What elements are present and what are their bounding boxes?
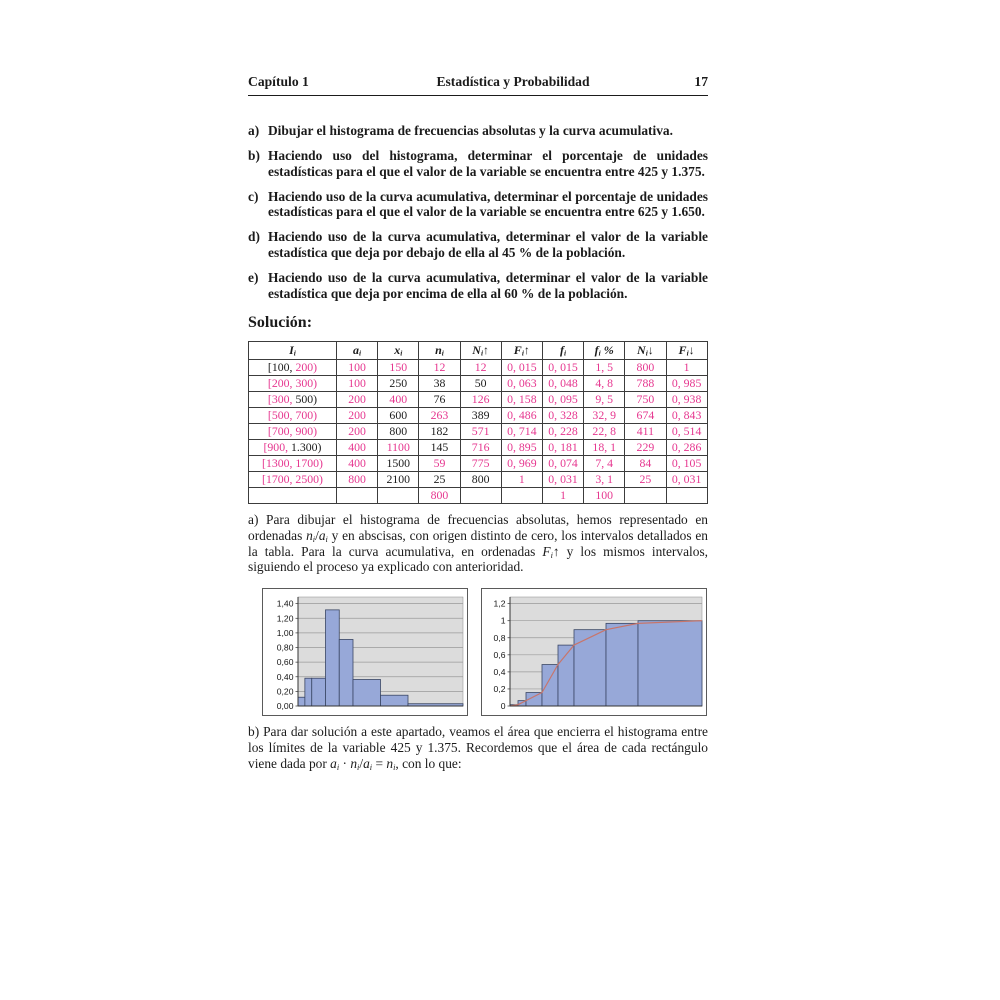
table-cell xyxy=(501,488,542,504)
table-cell: [500, 700) xyxy=(249,408,337,424)
column-header: $f_i$ % xyxy=(584,342,625,360)
table-cell: 0, 328 xyxy=(542,408,583,424)
table-cell: 250 xyxy=(378,376,419,392)
frequency-table xyxy=(248,341,708,504)
table-cell: 12 xyxy=(419,360,460,376)
table-cell: 145 xyxy=(419,440,460,456)
y-tick-label: 0 xyxy=(500,701,506,712)
table-cell: 0, 063 xyxy=(501,376,542,392)
table-cell: 0, 228 xyxy=(542,424,583,440)
table-cell: [300, 500) xyxy=(249,392,337,408)
table-cell: 22, 8 xyxy=(584,424,625,440)
table-cell: [700, 900) xyxy=(249,424,337,440)
histogram-bar xyxy=(305,678,312,706)
table-cell: 38 xyxy=(419,376,460,392)
item-text: Haciendo uso de la curva acumulativa, determinar el valor de la variable estadística que deja por encima de ella al 60 % de la población. xyxy=(268,270,708,301)
table-cell: 0, 031 xyxy=(666,472,707,488)
table-cell: 0, 969 xyxy=(501,456,542,472)
table-cell: 0, 895 xyxy=(501,440,542,456)
table-cell: 600 xyxy=(378,408,419,424)
cumulative-curve-chart-svg xyxy=(482,589,706,715)
y-tick-label: 0,80 xyxy=(276,642,294,653)
table-cell: 788 xyxy=(625,376,666,392)
table-cell: [100, 200) xyxy=(249,360,337,376)
table-cell: 100 xyxy=(584,488,625,504)
problem-list xyxy=(248,123,708,301)
item-label: a) xyxy=(248,123,260,138)
y-tick-label: 1,00 xyxy=(276,628,294,639)
book-title: Estadística y Probabilidad xyxy=(436,74,590,89)
table-cell: [200, 300) xyxy=(249,376,337,392)
item-label: d) xyxy=(248,229,260,245)
table-cell xyxy=(337,488,378,504)
chapter-label: Capítulo 1 xyxy=(248,74,309,89)
table-cell: 800 xyxy=(625,360,666,376)
histogram-bar xyxy=(574,630,606,706)
page-number: 17 xyxy=(694,74,708,89)
table-header-row xyxy=(249,342,708,360)
table-cell: 229 xyxy=(625,440,666,456)
histogram-bar xyxy=(606,624,638,707)
table-cell: 3, 1 xyxy=(584,472,625,488)
table-cell xyxy=(460,488,501,504)
table-cell: 4, 8 xyxy=(584,376,625,392)
charts-row xyxy=(262,588,708,716)
table-cell xyxy=(249,488,337,504)
page-content xyxy=(248,74,708,771)
y-tick-label: 1,2 xyxy=(493,598,506,609)
absolute-frequency-histogram xyxy=(262,588,468,716)
column-header: $f_i$ xyxy=(542,342,583,360)
column-header: $x_i$ xyxy=(378,342,419,360)
table-cell: 674 xyxy=(625,408,666,424)
table-row xyxy=(249,488,708,504)
table-cell: 84 xyxy=(625,456,666,472)
problem-item-c xyxy=(248,189,708,220)
y-tick-label: 1,40 xyxy=(276,598,294,609)
histogram-bar xyxy=(542,665,558,706)
table-row xyxy=(249,376,708,392)
column-header: $F_i↑$ xyxy=(501,342,542,360)
table-cell: 775 xyxy=(460,456,501,472)
table-cell: 1500 xyxy=(378,456,419,472)
table-cell: 9, 5 xyxy=(584,392,625,408)
table-cell xyxy=(666,488,707,504)
solution-paragraph-a: a) Para dibujar el histograma de frecuencias absolutas, hemos representado en ordenadas $n_i/a_i$ y en abscisas, con origen distinto de cero, los intervalos detallados en la tabla. Para la curva acumulativa, en ordenadas $F_i↑$ y los mismos intervalos, siguiendo el proceso ya explicado con anterioridad. xyxy=(248,512,708,575)
table-cell: 100 xyxy=(337,376,378,392)
item-text: Haciendo uso del histograma, determinar el porcentaje de unidades estadísticas para el que el valor de la variable se encuentra entre 425 y 1.375. xyxy=(268,148,708,179)
table-cell: 0, 074 xyxy=(542,456,583,472)
table-row xyxy=(249,424,708,440)
table-cell: 1 xyxy=(542,488,583,504)
y-tick-label: 0,2 xyxy=(493,684,506,695)
table-cell: 150 xyxy=(378,360,419,376)
item-label: b) xyxy=(248,148,260,164)
item-label: e) xyxy=(248,270,259,286)
problem-item-d xyxy=(248,229,708,260)
histogram-bar xyxy=(339,640,353,707)
table-cell: [900, 1.300) xyxy=(249,440,337,456)
table-cell: 32, 9 xyxy=(584,408,625,424)
solution-heading: Solución: xyxy=(248,314,313,332)
table-row xyxy=(249,392,708,408)
table-cell: 0, 015 xyxy=(501,360,542,376)
column-header: $a_i$ xyxy=(337,342,378,360)
histogram-bar xyxy=(312,678,326,706)
histogram-bar xyxy=(638,621,702,706)
absolute-frequency-histogram-svg xyxy=(263,589,467,715)
table-cell: 100 xyxy=(337,360,378,376)
histogram-bar xyxy=(326,610,340,706)
table-cell: 126 xyxy=(460,392,501,408)
table-cell: 800 xyxy=(419,488,460,504)
table-cell: 800 xyxy=(337,472,378,488)
y-tick-label: 0,6 xyxy=(493,649,506,660)
y-tick-label: 0,00 xyxy=(276,701,294,712)
table-cell: [1300, 1700) xyxy=(249,456,337,472)
column-header: $n_i$ xyxy=(419,342,460,360)
table-cell: 18, 1 xyxy=(584,440,625,456)
table-cell: 0, 985 xyxy=(666,376,707,392)
table-cell: 1 xyxy=(501,472,542,488)
table-cell xyxy=(378,488,419,504)
y-tick-label: 0,40 xyxy=(276,671,294,682)
table-cell: 182 xyxy=(419,424,460,440)
histogram-bar xyxy=(381,695,409,706)
table-cell: 0, 095 xyxy=(542,392,583,408)
table-row xyxy=(249,456,708,472)
table-cell: 571 xyxy=(460,424,501,440)
table-row xyxy=(249,440,708,456)
table-row xyxy=(249,408,708,424)
table-cell: 0, 843 xyxy=(666,408,707,424)
solution-paragraph-b: b) Para dar solución a este apartado, veamos el área que encierra el histograma entre los límites de la variable 425 y 1.375. Recordemos que el área de cada rectángulo viene dada por $a_i \cdot n_i/a_i = n_i$, con lo que: xyxy=(248,724,708,772)
table-cell: 750 xyxy=(625,392,666,408)
table-cell: 0, 105 xyxy=(666,456,707,472)
column-header: $N_i↓$ xyxy=(625,342,666,360)
table-cell: 12 xyxy=(460,360,501,376)
histogram-bar xyxy=(353,680,381,707)
column-header: $N_i↑$ xyxy=(460,342,501,360)
table-cell: 7, 4 xyxy=(584,456,625,472)
table-cell: 0, 486 xyxy=(501,408,542,424)
y-tick-label: 0,4 xyxy=(493,667,506,678)
running-header xyxy=(248,74,708,96)
histogram-bar xyxy=(298,697,305,706)
item-text: Dibujar el histograma de frecuencias absolutas y la curva acumulativa. xyxy=(268,123,673,138)
y-tick-label: 1 xyxy=(500,615,506,626)
table-cell: 2100 xyxy=(378,472,419,488)
item-text: Haciendo uso de la curva acumulativa, determinar el valor de la variable estadística que deja por debajo de ella al 45 % de la población. xyxy=(268,229,708,261)
column-header: $F_i↓$ xyxy=(666,342,707,360)
y-tick-label: 0,20 xyxy=(276,686,294,697)
problem-item-b xyxy=(248,148,708,179)
table-cell: 76 xyxy=(419,392,460,408)
problem-item-e xyxy=(248,270,708,301)
table-cell: 400 xyxy=(378,392,419,408)
table-cell: 0, 286 xyxy=(666,440,707,456)
column-header: $I_i$ xyxy=(249,342,337,360)
table-cell: 200 xyxy=(337,408,378,424)
table-cell: 0, 938 xyxy=(666,392,707,408)
table-cell: 0, 048 xyxy=(542,376,583,392)
cumulative-curve-chart xyxy=(481,588,707,716)
table-cell: 716 xyxy=(460,440,501,456)
table-cell: 800 xyxy=(460,472,501,488)
table-cell: 411 xyxy=(625,424,666,440)
table-cell: 0, 031 xyxy=(542,472,583,488)
table-cell: 59 xyxy=(419,456,460,472)
y-tick-label: 0,8 xyxy=(493,632,506,643)
table-cell: 1100 xyxy=(378,440,419,456)
table-cell: 0, 714 xyxy=(501,424,542,440)
item-text: Haciendo uso de la curva acumulativa, determinar el porcentaje de unidades estadísticas para el que el valor de la variable se encuentra entre 625 y 1.650. xyxy=(268,188,708,220)
table-cell: 263 xyxy=(419,408,460,424)
problem-item-a xyxy=(248,123,708,139)
table-cell: 0, 181 xyxy=(542,440,583,456)
table-cell: 400 xyxy=(337,456,378,472)
table-cell: 0, 514 xyxy=(666,424,707,440)
table-cell: 389 xyxy=(460,408,501,424)
table-cell: 25 xyxy=(419,472,460,488)
table-cell xyxy=(625,488,666,504)
table-row xyxy=(249,360,708,376)
table-cell: 200 xyxy=(337,424,378,440)
table-cell: 1, 5 xyxy=(584,360,625,376)
item-label: c) xyxy=(248,188,259,204)
table-cell: [1700, 2500) xyxy=(249,472,337,488)
table-cell: 400 xyxy=(337,440,378,456)
table-cell: 0, 015 xyxy=(542,360,583,376)
table-cell: 1 xyxy=(666,360,707,376)
table-cell: 200 xyxy=(337,392,378,408)
y-tick-label: 0,60 xyxy=(276,657,294,668)
y-tick-label: 1,20 xyxy=(276,613,294,624)
table-cell: 25 xyxy=(625,472,666,488)
table-cell: 0, 158 xyxy=(501,392,542,408)
table-cell: 800 xyxy=(378,424,419,440)
table-cell: 50 xyxy=(460,376,501,392)
table-row xyxy=(249,472,708,488)
